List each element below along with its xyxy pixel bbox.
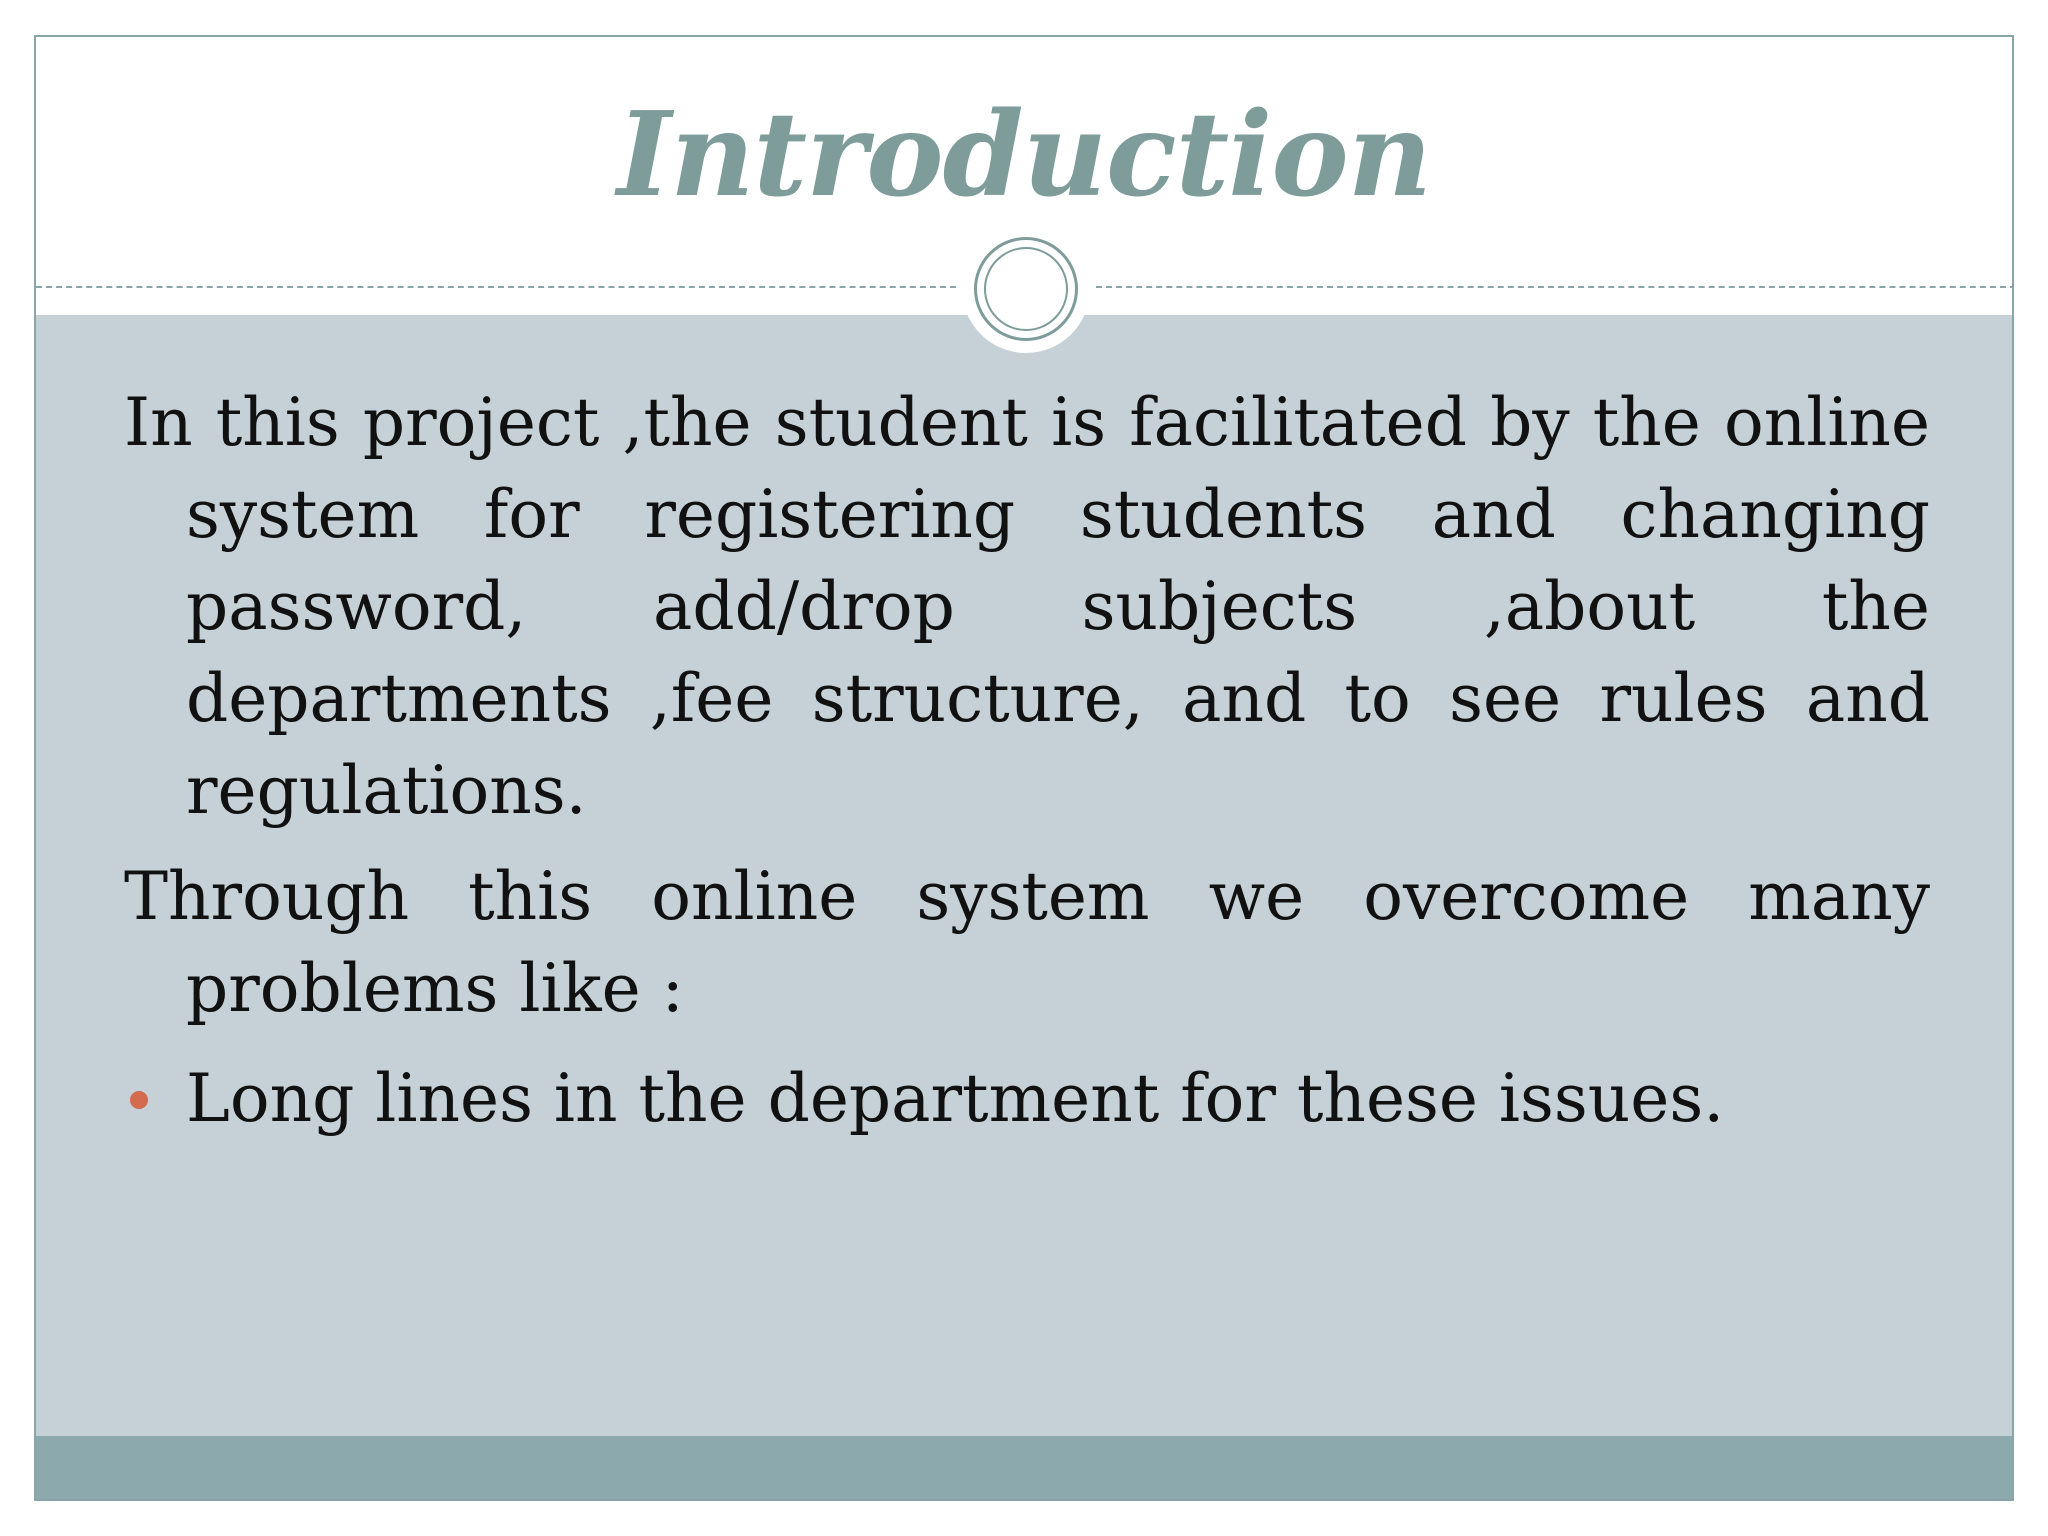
slide-title: Introduction [616,87,1432,223]
bullet-item [124,1053,1930,1145]
slide-footer-bar [36,1436,2012,1501]
divider-ring-inner-icon [984,247,1068,331]
slide-body [124,377,1930,1145]
paragraph-problems: Through this online system we overcome many problems like : [124,858,1930,1027]
bullet-text: Long lines in the department for these issues. [186,1060,1725,1137]
bullet-dot-icon [130,1091,148,1109]
header-divider-right [1096,286,2014,288]
slide [34,35,2014,1501]
header-divider-left [36,286,956,288]
paragraph-intro: In this project ,the student is facilitated by the online system for registering students and changing password, add/drop subjects ,about the departments ,fee structure, and to see rules and regulations. [124,384,1930,829]
